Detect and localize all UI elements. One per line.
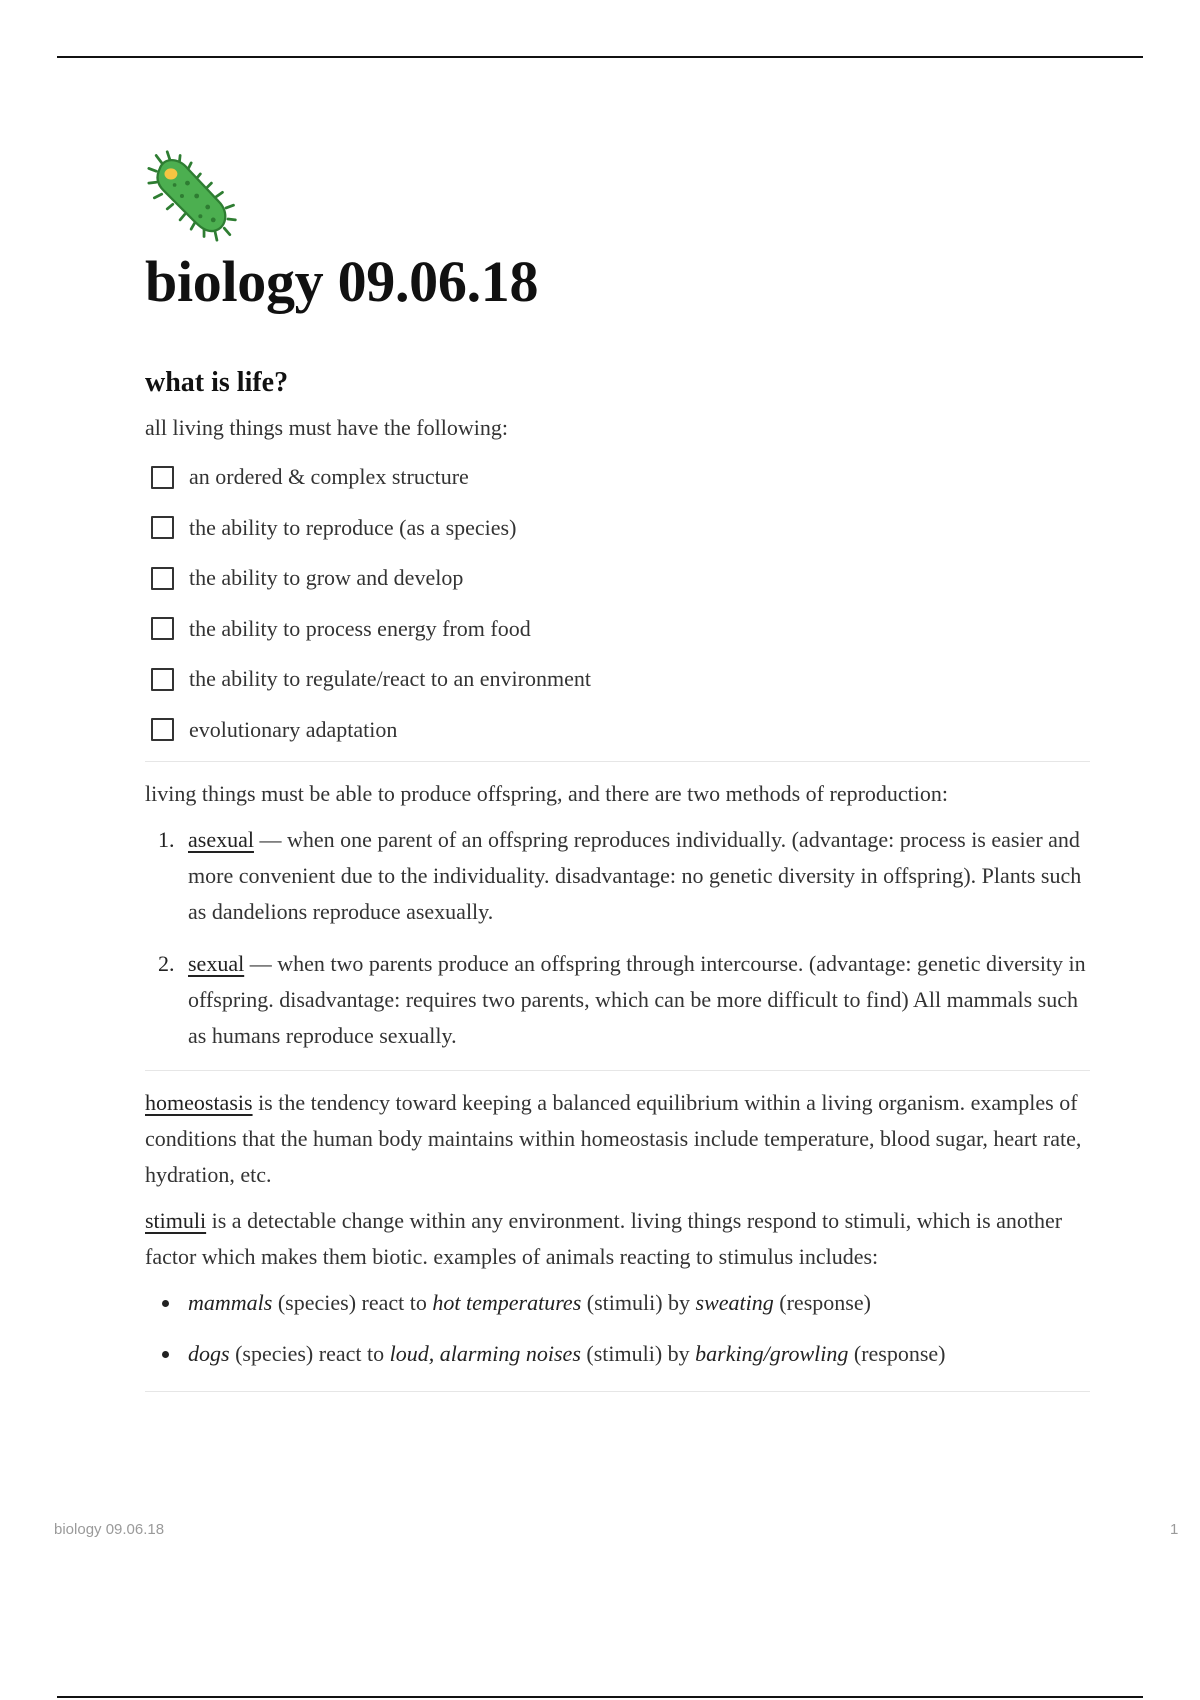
checklist-item <box>145 654 1090 705</box>
page-number: 1 <box>1170 1521 1179 1538</box>
checklist-item-text: the ability to regulate/react to an environment <box>189 666 591 692</box>
microbe-icon <box>147 150 239 242</box>
reproduction-intro: living things must be able to produce offspring, and there are two methods of reproduction: <box>145 781 949 806</box>
checkbox[interactable] <box>151 567 174 590</box>
divider <box>145 1391 1090 1392</box>
list-number: 1. <box>158 827 175 852</box>
example-text: (stimuli) by <box>580 1341 696 1366</box>
checklist-item <box>145 452 1090 503</box>
checkbox[interactable] <box>151 718 174 741</box>
checklist-item <box>145 604 1090 655</box>
example-text: (response) <box>848 1341 946 1366</box>
bullet-icon <box>162 1351 169 1358</box>
list-item <box>145 1285 1090 1336</box>
section-heading: what is life? <box>145 367 289 398</box>
example-text: (response) <box>773 1290 871 1315</box>
list-number: 2. <box>158 951 175 976</box>
list-item-text: — when one parent of an offspring reproduces individually. (advantage: process is easier and more convenient due to the individuality. disadvantage: no genetic diversity in offspring). Plants such as dandelions reproduce asexually. <box>188 827 1082 924</box>
top-rule <box>57 56 1143 58</box>
checklist-intro: all living things must have the following: <box>145 415 508 440</box>
homeostasis-text: is the tendency toward keeping a balanced equilibrium within a living organism. examples of conditions that the human body maintains within homeostasis include temperature, blood sugar, heart rate, hydration, etc. <box>145 1090 1082 1187</box>
list-item <box>145 822 1090 930</box>
term-sexual: sexual <box>188 951 245 976</box>
checklist-item <box>145 553 1090 604</box>
homeostasis-paragraph <box>145 1085 1090 1193</box>
divider <box>145 761 1090 762</box>
reproduction-list <box>145 822 1090 1054</box>
document-page <box>145 150 1090 1406</box>
bottom-rule <box>57 1696 1143 1698</box>
checkbox[interactable] <box>151 617 174 640</box>
example-text: (stimuli) by <box>581 1290 696 1315</box>
checklist-item-text: the ability to reproduce (as a species) <box>189 514 517 540</box>
term-asexual: asexual <box>188 827 254 852</box>
stimuli-examples <box>145 1285 1090 1387</box>
list-item-text: — when two parents produce an offspring through intercourse. (advantage: genetic diversity in offspring. disadvantage: requires two parents, which can be more difficult to find) All mammals such as humans reproduce sexually. <box>188 951 1086 1048</box>
response: barking/growling <box>695 1341 849 1366</box>
checkbox[interactable] <box>151 516 174 539</box>
bullet-icon <box>162 1300 169 1307</box>
page-title: biology 09.06.18 <box>145 249 539 314</box>
checklist-item-text: evolutionary adaptation <box>189 716 398 742</box>
checklist-item-text: an ordered & complex structure <box>189 464 469 490</box>
checklist-item <box>145 503 1090 554</box>
list-item <box>145 946 1090 1054</box>
response: sweating <box>695 1290 774 1315</box>
checklist-item <box>145 705 1090 756</box>
species: dogs <box>188 1341 230 1366</box>
stimuli-paragraph <box>145 1203 1090 1275</box>
stimuli-text: is a detectable change within any environment. living things respond to stimuli, which is another factor which makes them biotic. examples of animals reacting to stimulus includes: <box>145 1208 1063 1269</box>
term-stimuli: stimuli <box>145 1208 207 1233</box>
stimulus: hot temperatures <box>432 1290 582 1315</box>
example-text: (species) react to <box>272 1290 433 1315</box>
checkbox[interactable] <box>151 466 174 489</box>
checklist-item-text: the ability to grow and develop <box>189 565 464 591</box>
list-item <box>145 1336 1090 1387</box>
example-text: (species) react to <box>229 1341 390 1366</box>
term-homeostasis: homeostasis <box>145 1090 253 1115</box>
footer-title: biology 09.06.18 <box>54 1521 165 1538</box>
species: mammals <box>188 1290 273 1315</box>
checkbox[interactable] <box>151 668 174 691</box>
stimulus: loud, alarming noises <box>389 1341 581 1366</box>
divider <box>145 1070 1090 1071</box>
checklist <box>145 452 1090 755</box>
checklist-item-text: the ability to process energy from food <box>189 615 531 641</box>
